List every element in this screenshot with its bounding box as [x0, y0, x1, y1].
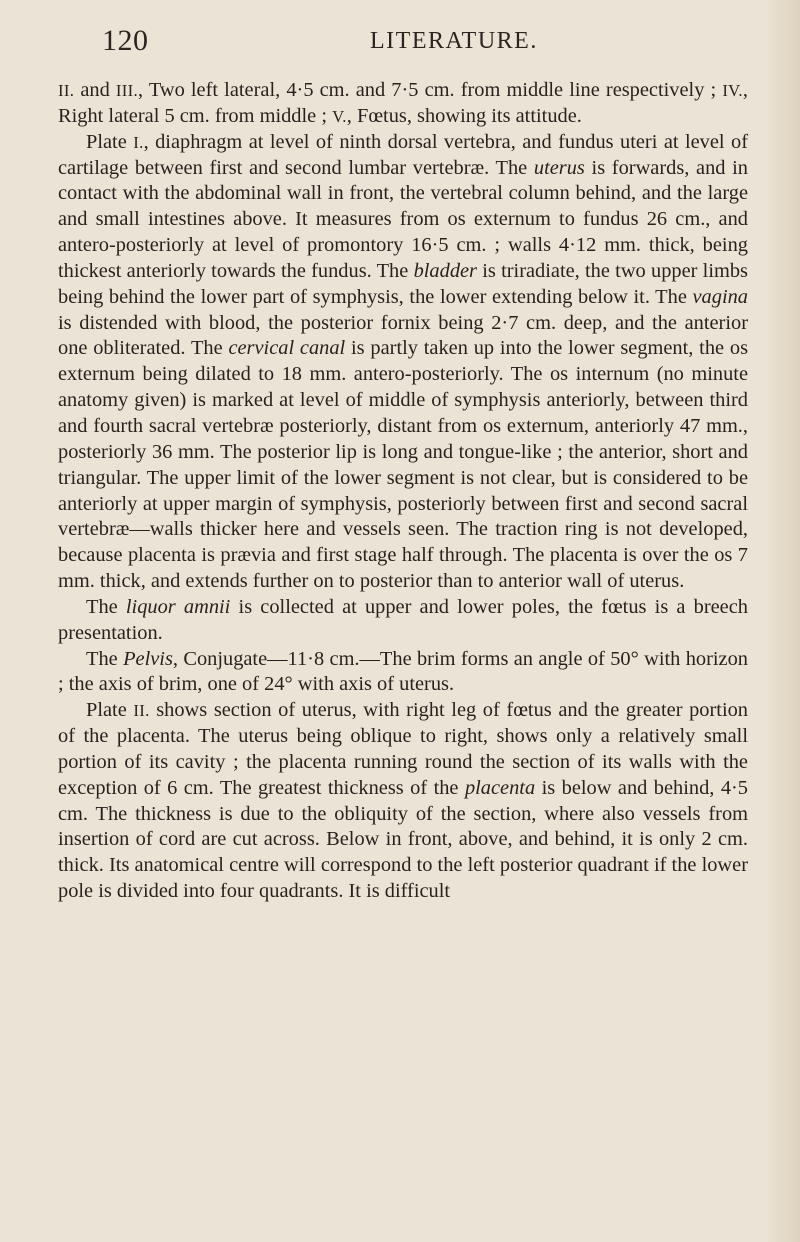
paragraph: Plate I., diaphragm at level of ninth dorsal vertebra, and fundus uteri at level of cartilage between first and second lumbar vertebræ. The uterus is forwards, and in contact with the abdominal wall in front, the vertebral column behind, and the large and small intestines above. It measures from os externum to fundus 26 cm., and antero-posteriorly at level of promontory 16·5 cm. ; walls 4·12 mm. thick, being thickest anteriorly towards the fundus. The bladder is triradiate, the two upper limbs being behind the lower part of symphysis, the lower extending below it. The vagina is distended with blood, the posterior fornix being 2·7 cm. deep, and the anterior one obliterated. The cervical canal is partly taken up into the lower segment, the os externum being dilated to 18 mm. antero-posteriorly. The os internum (no minute anatomy given) is marked at level of middle of symphysis anteriorly, between third and fourth sacral vertebræ posteriorly, distant from os externum, anteriorly 47 mm., posteriorly 36 mm. The posterior lip is long and tongue-like ; the anterior, short and triangular. The upper limit of the lower segment is not clear, but is considered to be anteriorly at upper margin of symphysis, posteriorly between first and second sacral vertebræ—walls thicker here and vessels seen. The traction ring is not developed, because placenta is prævia and first stage half through. The placenta is over the os 7 mm. thick, and extends further on to posterior than to anterior wall of uterus. [58, 130, 749, 593]
paragraph: Plate II. shows section of uterus, with right leg of fœtus and the greater portion of the placenta. The uterus being oblique to right, shows only a relatively small portion of its cavity ; the placenta running round the section of its walls with the exception of 6 cm. The greatest thickness of the placenta is below and behind, 4·5 cm. The thickness is due to the obliquity of the section, where also vessels from insertion of cord are cut across. Below in front, above, and behind, it is only 2 cm. thick. Its anatomical centre will correspond to the left posterior quadrant if the lower pole is divided into four quadrants. It is difficult [58, 699, 749, 903]
page-number: 120 [102, 24, 149, 57]
page-edge-shadow [768, 0, 800, 1242]
page-header [102, 24, 752, 64]
paragraph: II. and III., Two left lateral, 4·5 cm. and 7·5 cm. from middle line respectively ; IV., Right lateral 5 cm. from middle ; V., Fœtus, showing its attitude. [58, 79, 748, 127]
paragraph: The liquor amnii is collected at upper and lower poles, the fœtus is a breech presentation. [58, 595, 748, 644]
paragraph: The Pelvis, Conjugate—11·8 cm.—The brim forms an angle of 50° with horizon ; the axis of brim, one of 24° with axis of uterus. [58, 647, 748, 696]
body-text [58, 78, 748, 905]
running-title: LITERATURE. [370, 28, 538, 54]
